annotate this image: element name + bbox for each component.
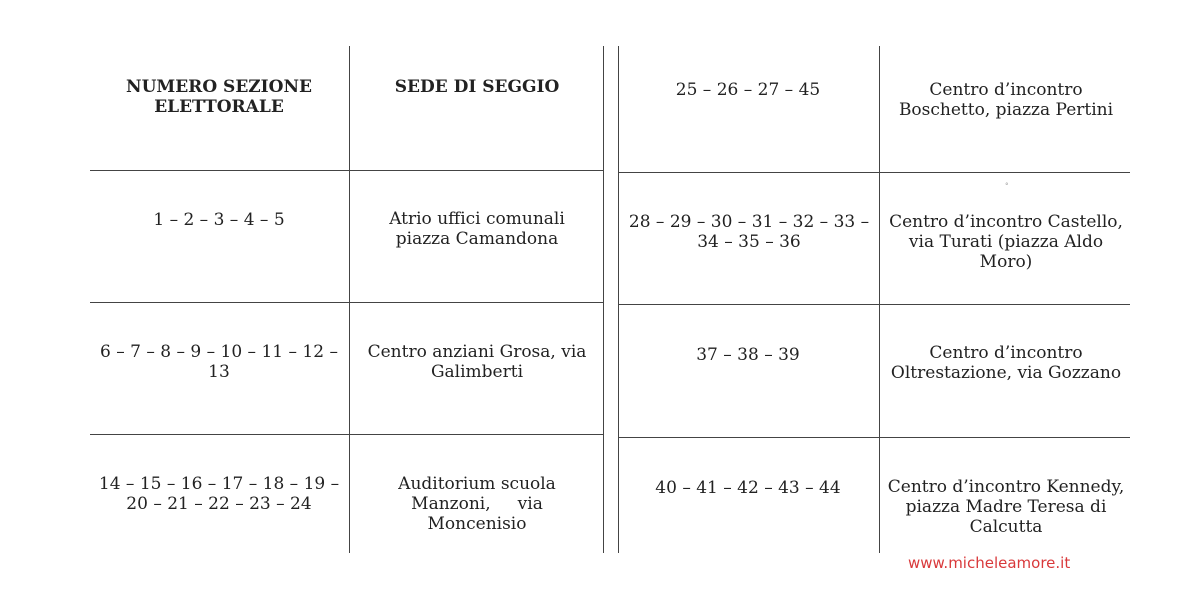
left-row-2-sections: 6 – 7 – 8 – 9 – 10 – 11 – 12 – 13 bbox=[100, 342, 338, 382]
right-row-4-sections: 40 – 41 – 42 – 43 – 44 bbox=[655, 478, 841, 498]
left-row-3-seat: Auditorium scuola Manzoni, via Moncenisio bbox=[398, 474, 562, 534]
left-table-divider bbox=[349, 46, 350, 553]
right-row-1-seat: Centro d’incontro Boschetto, piazza Pertini bbox=[898, 80, 1114, 120]
header-sections: NUMERO SEZIONE ELETTORALE bbox=[126, 77, 312, 117]
left-table-rule bbox=[90, 302, 604, 303]
right-row-1-sections: 25 – 26 – 27 – 45 bbox=[675, 80, 821, 100]
right-table-divider bbox=[879, 46, 880, 553]
right-row-2-sections: 28 – 29 – 30 – 31 – 32 – 33 – 34 – 35 – 36 bbox=[628, 212, 870, 252]
stray-mark: ° bbox=[1005, 182, 1009, 190]
left-row-1-seat: Atrio uffici comunali piazza Camandona bbox=[389, 209, 565, 249]
header-seat: SEDE DI SEGGIO bbox=[394, 77, 560, 97]
left-table-rule bbox=[90, 170, 604, 171]
right-row-3-seat: Centro d’incontro Oltrestazione, via Gozzano bbox=[890, 343, 1122, 383]
right-row-4-seat: Centro d’incontro Kennedy, piazza Madre Teresa di Calcutta bbox=[887, 477, 1125, 537]
left-row-1-sections: 1 – 2 – 3 – 4 – 5 bbox=[153, 210, 285, 230]
left-row-2-seat: Centro anziani Grosa, via Galimberti bbox=[367, 342, 587, 382]
right-row-2-seat: Centro d’incontro Castello, via Turati (piazza Aldo Moro) bbox=[889, 212, 1123, 272]
right-table-rule bbox=[618, 172, 1130, 173]
left-table-rule bbox=[90, 434, 604, 435]
center-separator-left bbox=[603, 46, 604, 553]
watermark-link[interactable]: www.micheleamore.it bbox=[908, 554, 1071, 572]
left-row-3-sections: 14 – 15 – 16 – 17 – 18 – 19 – 20 – 21 – 22 – 23 – 24 bbox=[98, 474, 340, 514]
right-row-3-sections: 37 – 38 – 39 bbox=[696, 345, 800, 365]
right-table-rule bbox=[618, 437, 1130, 438]
center-separator-right bbox=[618, 46, 619, 553]
right-table-rule bbox=[618, 304, 1130, 305]
